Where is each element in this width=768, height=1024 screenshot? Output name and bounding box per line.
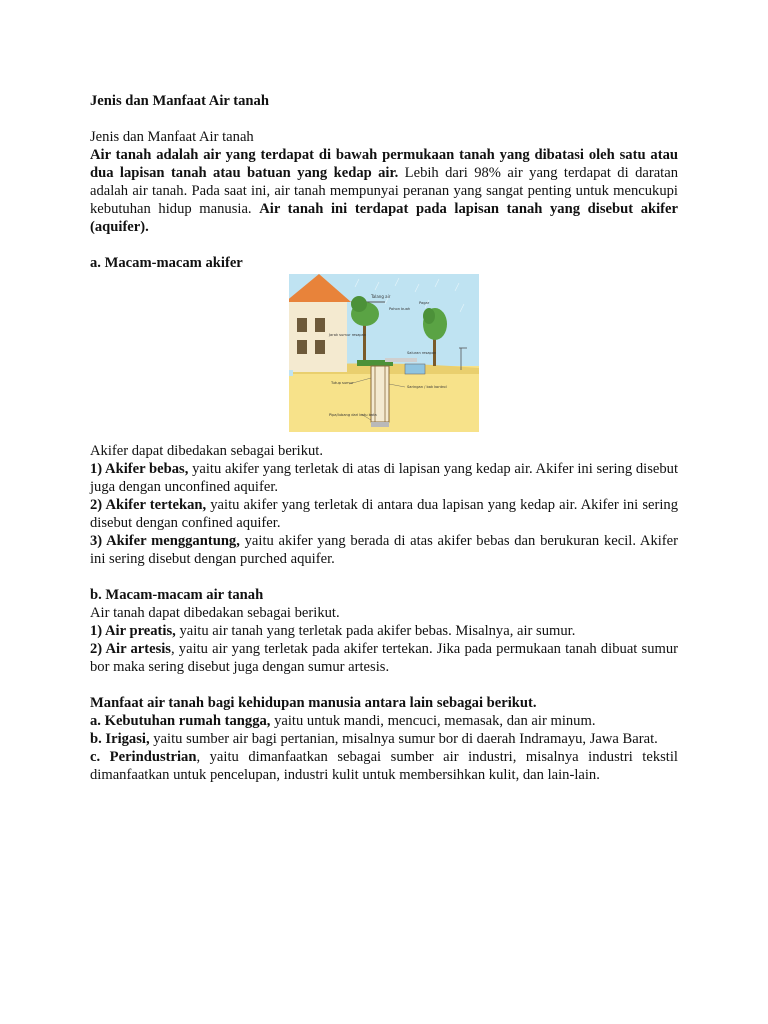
section-b-heading: b. Macam-macam air tanah [90, 587, 264, 603]
intro-paragraph: Air tanah adalah air yang terdapat di bawah permukaan tanah yang dibatasi oleh satu atau dua lapisan tanah atau batuan yang kedap air. Lebih dari 98% air yang terdapat di daratan adalah air tanah. Pada saat ini, air tanah mempunyai peranan yang sangat penting untuk mencukupi kebutuhan hidup manusia. Air tanah ini terdapat pada lapisan tanah yang disebut akifer (aquifer). [90, 147, 679, 235]
aquifer-illustration [289, 274, 479, 432]
label-saluran: Saluran resapan [407, 351, 437, 355]
document-title: Jenis dan Manfaat Air tanah [90, 93, 269, 109]
section-c-heading: Manfaat air tanah bagi kehidupan manusia antara lain sebagai berikut. [90, 695, 537, 711]
aquifer-item-2: 2) Akifer tertekan, yaitu akifer yang terletak di antara dua lapisan yang kedap air. Akifer ini sering disebut dengan confined aquifer. [90, 497, 678, 531]
aquifer-item-3: 3) Akifer menggantung, yaitu akifer yang berada di atas akifer bebas dan berukuran kecil. Akifer ini sering disebut dengan purched aquifer. [90, 533, 678, 567]
section-a-heading: a. Macam-macam akifer [90, 255, 243, 271]
groundwater-item-2: 2) Air artesis, yaitu air yang terletak pada akifer tertekan. Jika pada permukaan tanah dibuat sumur bor maka sering disebut juga dengan sumur artesis. [90, 641, 678, 675]
label-pohon: Pohon buah [389, 307, 411, 311]
benefit-item-3: c. Perindustrian, yaitu dimanfaatkan sebagai sumber air industri, misalnya industri tekstil dimanfaatkan untuk pencelupan, industri kulit untuk membersihkan kulit, dan lain-lain. [90, 749, 678, 783]
label-dasar: Pipa/lubang dari batu bata [329, 413, 377, 417]
groundwater-item-1: 1) Air preatis, yaitu air tanah yang terletak pada akifer bebas. Misalnya, air sumur. [90, 623, 576, 639]
label-pipa: Tutup sumur [331, 381, 354, 385]
label-jarak: Jarak sumur resapan [329, 333, 367, 337]
benefit-item-1: a. Kebutuhan rumah tangga, yaitu untuk mandi, mencuci, memasak, dan air minum. [90, 713, 596, 729]
section-b-lead: Air tanah dapat dibedakan sebagai berikut. [90, 605, 340, 621]
label-pagar: Pagar [419, 301, 430, 305]
label-bak: Saringan / bak kontrol [407, 385, 447, 389]
label-roof: Talang air [371, 294, 391, 299]
intro-heading: Jenis dan Manfaat Air tanah [90, 129, 254, 145]
section-a-lead: Akifer dapat dibedakan sebagai berikut. [90, 443, 324, 459]
aquifer-item-1: 1) Akifer bebas, yaitu akifer yang terletak di atas di lapisan yang kedap air. Akifer ini sering disebut juga dengan unconfined aquifer. [90, 461, 678, 495]
benefit-item-2: b. Irigasi, yaitu sumber air bagi pertanian, misalnya sumur bor di daerah Indramayu, Jawa Barat. [90, 731, 658, 747]
figure-container [90, 274, 678, 438]
